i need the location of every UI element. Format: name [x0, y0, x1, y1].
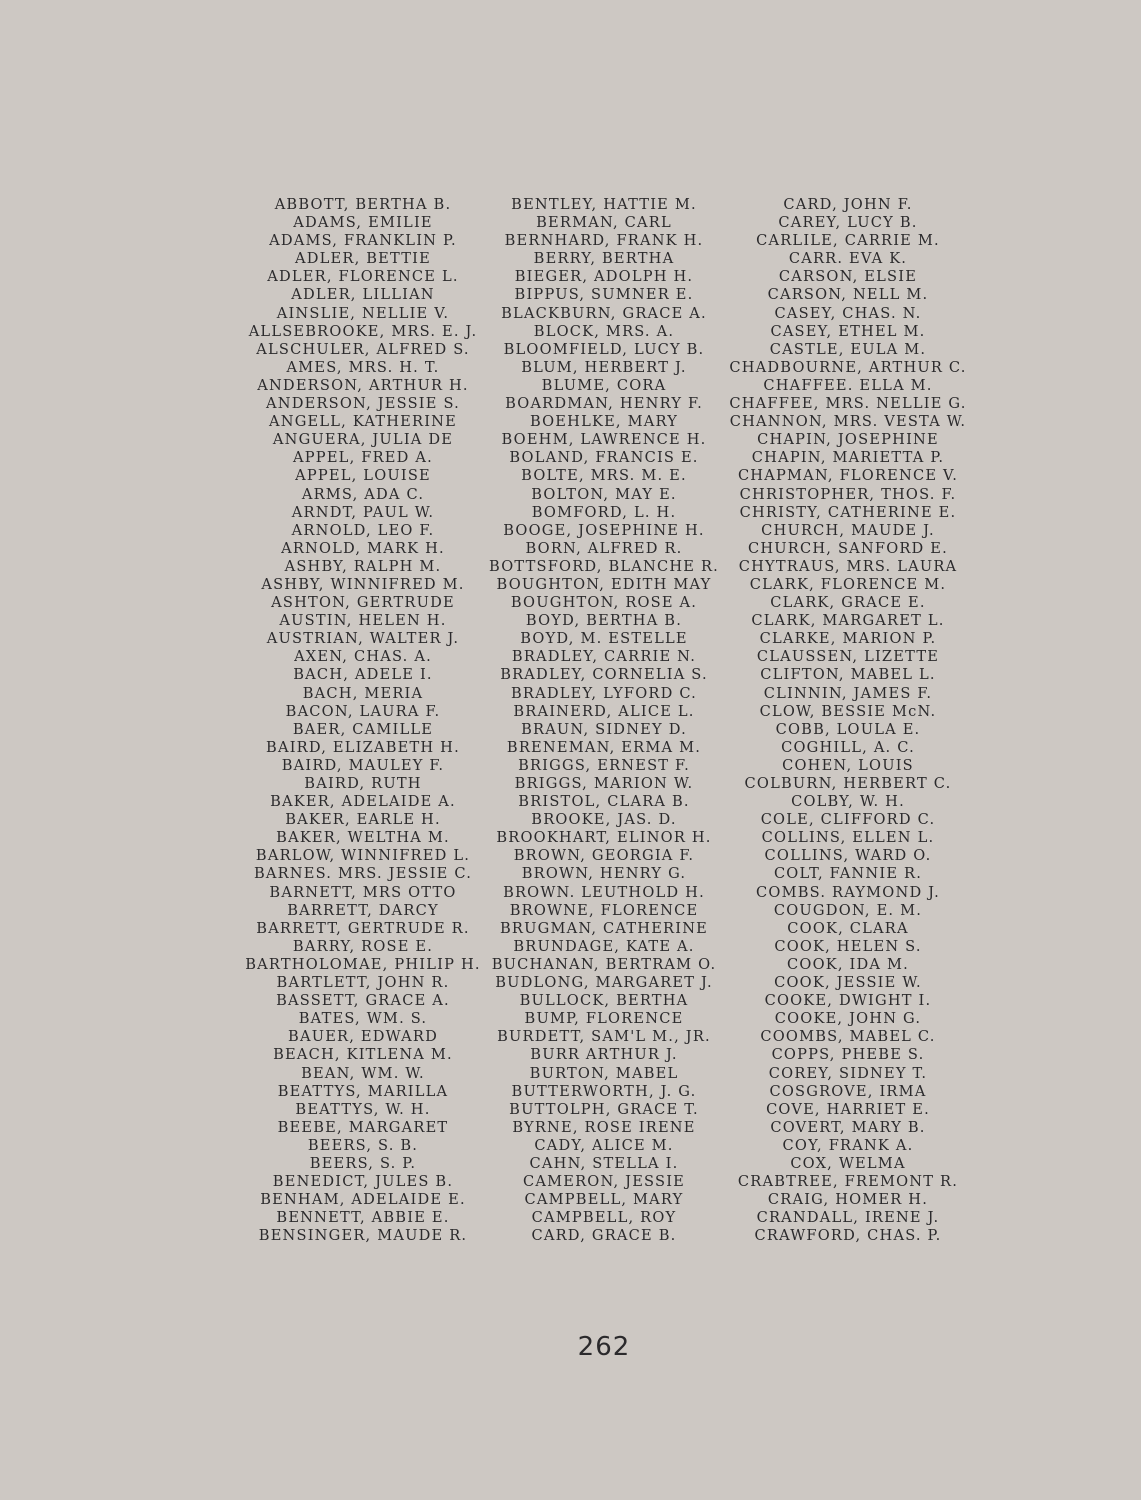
name-entry: COVE, HARRIET E. — [766, 1100, 930, 1118]
name-entry: BORN, ALFRED R. — [525, 539, 683, 557]
name-entry: BAIRD, ELIZABETH H. — [266, 738, 460, 756]
name-entry: BEAN, WM. W. — [301, 1064, 425, 1082]
name-entry: CARD, GRACE B. — [531, 1227, 677, 1245]
name-entry: CAHN, STELLA I. — [529, 1154, 679, 1172]
name-entry: COGHILL, A. C. — [781, 738, 915, 756]
name-entry: CHRISTY, CATHERINE E. — [739, 503, 957, 521]
name-entry: BROWN. LEUTHOLD H. — [503, 883, 705, 901]
name-entry: CAMERON, JESSIE — [522, 1173, 686, 1191]
name-entry: BERNHARD, FRANK H. — [504, 232, 704, 250]
name-entry: COBB, LOULA E. — [775, 720, 921, 738]
name-entry: CLARK, FLORENCE M. — [749, 575, 947, 593]
name-entry: BUTTOLPH, GRACE T. — [509, 1100, 699, 1118]
name-entry: BOLAND, FRANCIS E. — [509, 449, 699, 467]
name-entry: BRIGGS, ERNEST F. — [518, 756, 690, 774]
name-entry: BERMAN, CARL — [536, 214, 672, 232]
name-entry: COOK, JESSIE W. — [774, 974, 922, 992]
name-entry: CLIFTON, MABEL L. — [760, 666, 936, 684]
name-entry: ALLSEBROOKE, MRS. E. J. — [248, 322, 478, 340]
name-entry: ADAMS, FRANKLIN P. — [269, 232, 457, 250]
name-entry: BOYD, M. ESTELLE — [520, 630, 688, 648]
name-entry: BLUM, HERBERT J. — [521, 358, 687, 376]
name-entry: ADLER, BETTIE — [295, 250, 431, 268]
name-entry: COLBURN, HERBERT C. — [744, 775, 952, 792]
name-entry: BARRY, ROSE E. — [292, 937, 434, 955]
name-entry: ASHTON, GERTRUDE — [271, 594, 455, 612]
name-entry: COOK, HELEN S. — [774, 937, 922, 955]
name-entry: COOK, IDA M. — [787, 955, 909, 973]
name-entry: CLOW, BESSIE McN. — [759, 702, 937, 720]
name-entry: BOUGHTON, EDITH MAY — [496, 575, 712, 593]
name-entry: AUSTIN, HELEN H. — [279, 612, 447, 630]
name-entry: BAIRD, RUTH — [304, 775, 422, 792]
name-entry: COVERT, MARY B. — [770, 1118, 926, 1136]
name-entry: BENHAM, ADELAIDE E. — [260, 1191, 466, 1209]
name-entry: BLOCK, MRS. A. — [533, 322, 675, 340]
name-entry: ADLER, LILLIAN — [291, 286, 435, 304]
name-entry: BURDETT, SAM'L M., JR. — [497, 1028, 711, 1046]
name-entry: CHURCH, MAUDE J. — [761, 521, 935, 539]
name-entry: COSGROVE, IRMA — [769, 1082, 927, 1100]
name-entry: BULLOCK, BERTHA — [519, 992, 689, 1010]
name-entry: BRENEMAN, ERMA M. — [506, 738, 702, 756]
name-entry: BAER, CAMILLE — [292, 720, 434, 738]
name-entry: BRUNDAGE, KATE A. — [513, 937, 695, 955]
name-entry: CARSON, NELL M. — [767, 286, 929, 304]
name-entry: COOMBS, MABEL C. — [760, 1028, 936, 1046]
name-entry: BENSINGER, MAUDE R. — [258, 1227, 468, 1245]
name-entry: BARNETT, MRS OTTO — [269, 883, 457, 901]
name-entry: CAREY, LUCY B. — [778, 214, 918, 232]
name-entry: BROWNE, FLORENCE — [509, 901, 699, 919]
name-entry: CASEY, CHAS. N. — [774, 304, 922, 322]
name-entry: CHAPIN, JOSEPHINE — [757, 431, 939, 449]
name-entry: BUMP, FLORENCE — [524, 1010, 684, 1028]
name-entry: BAKER, EARLE H. — [285, 811, 441, 829]
name-entry: CRANDALL, IRENE J. — [756, 1209, 940, 1227]
name-entry: CHAFFEE, MRS. NELLIE G. — [729, 395, 967, 413]
name-entry: CLINNIN, JAMES F. — [763, 684, 933, 702]
name-entry: CRAIG, HOMER H. — [767, 1191, 929, 1209]
name-entry: CARR. EVA K. — [788, 250, 908, 268]
name-entry: CLARKE, MARION P. — [759, 630, 937, 648]
name-entry: CHAFFEE. ELLA M. — [763, 376, 933, 394]
name-entry: BACON, LAURA F. — [285, 702, 441, 720]
name-column-3 — [722, 196, 974, 1245]
name-entry: BOEHM, LAWRENCE H. — [501, 431, 707, 449]
name-entry: CARSON, ELSIE — [778, 268, 918, 286]
name-entry: ASHBY, RALPH M. — [284, 557, 442, 575]
name-entry: BACH, ADELE I. — [293, 666, 433, 684]
name-entry: BOOGE, JOSEPHINE H. — [503, 521, 705, 539]
name-entry: BOARDMAN, HENRY F. — [505, 395, 703, 413]
name-entry: BRUGMAN, CATHERINE — [499, 919, 709, 937]
name-entry: BOTTSFORD, BLANCHE R. — [489, 557, 719, 575]
name-entry: BARTLETT, JOHN R. — [276, 974, 450, 992]
name-entry: CAMPBELL, MARY — [524, 1191, 684, 1209]
name-entry: AXEN, CHAS. A. — [294, 648, 432, 666]
name-entry: ARNDT, PAUL W. — [291, 503, 435, 521]
name-entry: COY, FRANK A. — [782, 1136, 914, 1154]
page-number: 262 — [577, 1332, 631, 1362]
name-entry: BLUME, CORA — [541, 376, 667, 394]
name-entry: BLOOMFIELD, LUCY B. — [503, 340, 705, 358]
name-entry: BACH, MERIA — [302, 684, 424, 702]
name-entry: CRAWFORD, CHAS. P. — [754, 1227, 942, 1245]
name-entry: BRIGGS, MARION W. — [514, 775, 694, 792]
name-entry: AINSLIE, NELLIE V. — [276, 304, 450, 322]
name-entry: BOLTE, MRS. M. E. — [521, 467, 687, 485]
name-entry: BEERS, S. P. — [309, 1154, 417, 1172]
name-entry: COLLINS, WARD O. — [764, 847, 932, 865]
name-entry: BEATTYS, W. H. — [295, 1100, 431, 1118]
name-entry: BAKER, ADELAIDE A. — [270, 793, 456, 811]
name-entry: BEERS, S. B. — [307, 1136, 419, 1154]
name-entry: CHRISTOPHER, THOS. F. — [739, 485, 957, 503]
name-entry: COPPS, PHEBE S. — [771, 1046, 925, 1064]
name-entry: BUCHANAN, BERTRAM O. — [491, 955, 717, 973]
name-column-2 — [478, 196, 730, 1245]
name-entry: ARNOLD, LEO F. — [291, 521, 435, 539]
name-entry: CRABTREE, FREMONT R. — [737, 1173, 959, 1191]
name-entry: CLARK, GRACE E. — [770, 594, 926, 612]
name-entry: ALSCHULER, ALFRED S. — [256, 340, 470, 358]
name-entry: CADY, ALICE M. — [534, 1136, 674, 1154]
name-entry: AMES, MRS. H. T. — [286, 358, 440, 376]
name-entry: BENEDICT, JULES B. — [272, 1173, 454, 1191]
name-entry: BARTHOLOMAE, PHILIP H. — [245, 955, 481, 973]
name-entry: CHANNON, MRS. VESTA W. — [729, 413, 967, 431]
name-entry: ADLER, FLORENCE L. — [267, 268, 459, 286]
name-entry: CARLILE, CARRIE M. — [756, 232, 940, 250]
name-entry: BOUGHTON, ROSE A. — [510, 594, 698, 612]
name-entry: BERRY, BERTHA — [533, 250, 675, 268]
name-entry: BROOKE, JAS. D. — [531, 811, 677, 829]
name-entry: COUGDON, E. M. — [773, 901, 923, 919]
name-entry: COLE, CLIFFORD C. — [760, 811, 936, 829]
name-entry: CHURCH, SANFORD E. — [748, 539, 948, 557]
name-entry: BUDLONG, MARGARET J. — [495, 974, 713, 992]
name-entry: BENTLEY, HATTIE M. — [511, 196, 697, 213]
name-entry: COLLINS, ELLEN L. — [761, 829, 935, 847]
name-entry: BOEHLKE, MARY — [529, 413, 679, 431]
name-entry: COMBS. RAYMOND J. — [756, 883, 940, 901]
name-entry: BROWN, GEORGIA F. — [513, 847, 695, 865]
name-entry: COOKE, DWIGHT I. — [764, 992, 932, 1010]
name-entry: BURR ARTHUR J. — [530, 1046, 678, 1064]
name-entry: BURTON, MABEL — [529, 1064, 679, 1082]
name-entry: BARLOW, WINNIFRED L. — [255, 847, 471, 865]
name-entry: BRADLEY, CORNELIA S. — [500, 666, 708, 684]
name-entry: APPEL, LOUISE — [295, 467, 431, 485]
name-entry: ANGUERA, JULIA DE — [272, 431, 454, 449]
name-entry: BEACH, KITLENA M. — [273, 1046, 453, 1064]
name-entry: BIEGER, ADOLPH H. — [514, 268, 694, 286]
name-entry: BUTTERWORTH, J. G. — [511, 1082, 697, 1100]
name-entry: BRAUN, SIDNEY D. — [521, 720, 687, 738]
name-entry: BEATTYS, MARILLA — [277, 1082, 449, 1100]
name-entry: CLARK, MARGARET L. — [751, 612, 945, 630]
name-entry: ASHBY, WINNIFRED M. — [261, 575, 465, 593]
name-entry: CLAUSSEN, LIZETTE — [756, 648, 940, 666]
name-entry: CHADBOURNE, ARTHUR C. — [729, 358, 967, 376]
name-entry: ANDERSON, ARTHUR H. — [257, 376, 469, 394]
name-entry: COOK, CLARA — [787, 919, 909, 937]
name-entry: CASTLE, EULA M. — [769, 340, 927, 358]
name-entry: BAKER, WELTHA M. — [276, 829, 450, 847]
name-entry: BLACKBURN, GRACE A. — [501, 304, 707, 322]
name-entry: BARNES. MRS. JESSIE C. — [253, 865, 473, 883]
name-entry: BOMFORD, L. H. — [531, 503, 677, 521]
name-column-1 — [238, 196, 488, 1245]
name-entry: BRADLEY, LYFORD C. — [510, 684, 698, 702]
name-entry: ABBOTT, BERTHA B. — [274, 196, 452, 213]
name-entry: CHYTRAUS, MRS. LAURA — [738, 557, 958, 575]
name-entry: AUSTRIAN, WALTER J. — [266, 630, 460, 648]
name-entry: COX, WELMA — [790, 1154, 906, 1172]
name-entry: BRAINERD, ALICE L. — [513, 702, 695, 720]
name-entry: ARNOLD, MARK H. — [281, 539, 445, 557]
name-entry: BRISTOL, CLARA B. — [518, 793, 690, 811]
name-entry: CHAPIN, MARIETTA P. — [751, 449, 945, 467]
name-entry: BOLTON, MAY E. — [531, 485, 677, 503]
name-entry: COOKE, JOHN G. — [774, 1010, 922, 1028]
name-entry: ADAMS, EMILIE — [293, 214, 433, 232]
name-entry: BASSETT, GRACE A. — [276, 992, 450, 1010]
name-entry: COLBY, W. H. — [791, 793, 905, 811]
name-entry: BARRETT, GERTRUDE R. — [256, 919, 470, 937]
name-entry: COHEN, LOUIS — [782, 756, 914, 774]
name-entry: BAUER, EDWARD — [288, 1028, 438, 1046]
name-entry: COREY, SIDNEY T. — [768, 1064, 928, 1082]
name-entry: BOYD, BERTHA B. — [525, 612, 683, 630]
name-entry: BEEBE, MARGARET — [277, 1118, 449, 1136]
name-entry: BROWN, HENRY G. — [521, 865, 687, 883]
name-entry: BROOKHART, ELINOR H. — [496, 829, 712, 847]
name-entry: APPEL, FRED A. — [293, 449, 433, 467]
name-entry: ANDERSON, JESSIE S. — [266, 395, 460, 413]
name-entry: BYRNE, ROSE IRENE — [512, 1118, 696, 1136]
name-entry: COLT, FANNIE R. — [773, 865, 923, 883]
name-entry: CARD, JOHN F. — [783, 196, 913, 213]
name-entry: BENNETT, ABBIE E. — [276, 1209, 450, 1227]
name-entry: BARRETT, DARCY — [287, 901, 439, 919]
name-entry: CASEY, ETHEL M. — [770, 322, 926, 340]
name-entry: ARMS, ADA C. — [301, 485, 425, 503]
name-entry: CHAPMAN, FLORENCE V. — [737, 467, 959, 485]
name-entry: ANGELL, KATHERINE — [268, 413, 458, 431]
name-entry: CAMPBELL, ROY — [531, 1209, 677, 1227]
name-entry: BRADLEY, CARRIE N. — [511, 648, 697, 666]
name-entry: BATES, WM. S. — [298, 1010, 428, 1028]
name-entry: BAIRD, MAULEY F. — [281, 756, 445, 774]
name-entry: BIPPUS, SUMNER E. — [514, 286, 694, 304]
